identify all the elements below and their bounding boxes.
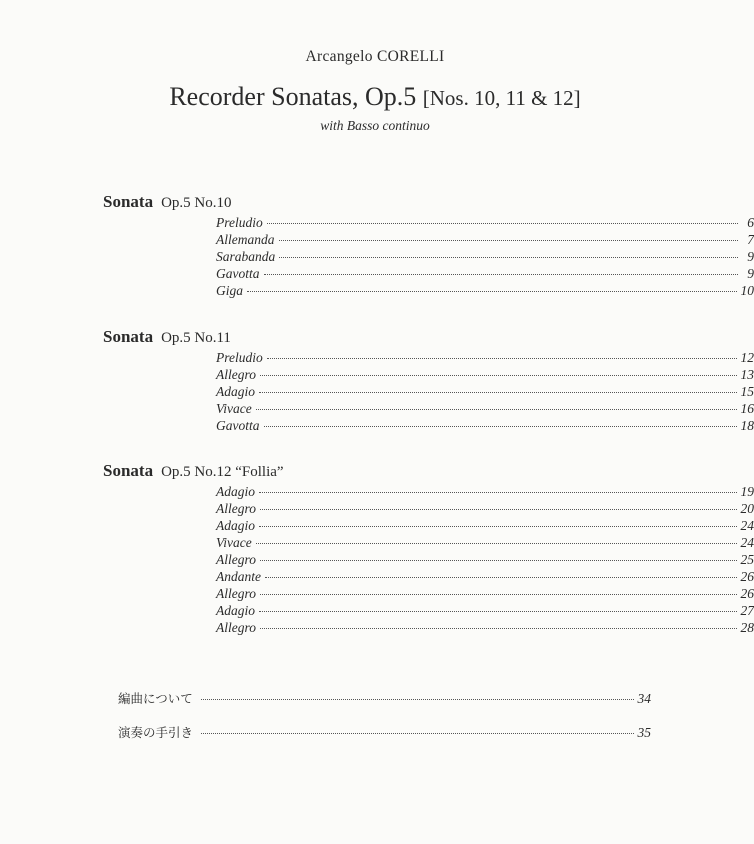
dot-leader <box>260 560 737 561</box>
entry-page: 16 <box>740 401 754 416</box>
entry-page: 27 <box>740 603 754 618</box>
dot-leader <box>201 733 633 734</box>
dot-leader <box>201 699 634 700</box>
section-label: Sonata <box>103 327 154 346</box>
entry-page: 18 <box>740 418 754 433</box>
toc-entry[interactable] <box>216 517 754 534</box>
dot-leader <box>260 375 737 376</box>
dot-leader <box>264 426 737 427</box>
entry-title: Allegro <box>216 620 256 635</box>
toc-entry[interactable] <box>216 248 754 265</box>
toc-entry[interactable] <box>216 500 754 517</box>
dot-leader <box>265 577 737 578</box>
entry-page: 26 <box>740 569 754 584</box>
entry-title: Vivace <box>216 401 252 416</box>
toc-entry[interactable] <box>216 265 754 282</box>
entry-title: Vivace <box>216 535 252 550</box>
entry-page: 12 <box>740 350 754 365</box>
entry-page: 20 <box>740 501 754 516</box>
section-label: Sonata <box>103 461 154 480</box>
entry-title: Giga <box>216 283 243 298</box>
entry-title: Preludio <box>216 215 263 230</box>
dot-leader <box>260 509 737 510</box>
entry-page: 19 <box>740 484 754 499</box>
toc-entry[interactable] <box>216 366 754 383</box>
entry-title: Adagio <box>216 384 255 399</box>
entry-page: 35 <box>637 725 651 740</box>
entry-title: Gavotta <box>216 418 260 433</box>
section-label: Sonata <box>103 192 154 211</box>
entry-title: Sarabanda <box>216 249 276 264</box>
dot-leader <box>267 223 738 224</box>
entry-title: Allegro <box>216 501 256 516</box>
entry-page: 13 <box>740 367 754 382</box>
section-heading <box>103 459 653 483</box>
entry-title: Allemanda <box>216 232 275 247</box>
entry-title: Preludio <box>216 350 263 365</box>
toc-entry[interactable] <box>216 383 754 400</box>
toc-entry[interactable] <box>216 585 754 602</box>
title-numbers: [Nos. 10, 11 & 12] <box>422 86 581 110</box>
entry-title: Andante <box>216 569 261 584</box>
entry-title: 編曲について <box>118 691 193 706</box>
toc-entry[interactable] <box>216 349 754 366</box>
section-opus: Op.5 No.10 <box>161 195 232 211</box>
dot-leader <box>256 543 737 544</box>
section-opus: Op.5 No.12 “Follia” <box>161 464 284 480</box>
dot-leader <box>279 240 739 241</box>
toc-entry[interactable] <box>216 282 754 299</box>
entry-page: 7 <box>747 232 754 247</box>
entry-page: 15 <box>740 384 754 399</box>
toc-entry[interactable] <box>216 551 754 568</box>
toc-entry[interactable] <box>216 568 754 585</box>
toc-entry[interactable] <box>216 619 754 636</box>
dot-leader <box>256 409 737 410</box>
section-heading <box>103 325 653 349</box>
toc-entry[interactable] <box>216 214 754 231</box>
dot-leader <box>259 611 737 612</box>
entry-page: 9 <box>747 249 754 264</box>
section-opus: Op.5 No.11 <box>161 330 231 346</box>
entry-title: Allegro <box>216 367 256 382</box>
entry-page: 9 <box>747 266 754 281</box>
entry-page: 34 <box>637 691 651 706</box>
dot-leader <box>247 291 737 292</box>
dot-leader <box>267 358 737 359</box>
toc-entry-performance-guide[interactable] <box>118 724 651 742</box>
entry-title: Gavotta <box>216 266 260 281</box>
title-main: Recorder Sonatas, Op.5 <box>169 82 417 111</box>
entry-page: 28 <box>740 620 754 635</box>
dot-leader <box>259 526 737 527</box>
toc-section-no11 <box>103 325 754 434</box>
dot-leader <box>259 392 737 393</box>
entry-title: Allegro <box>216 552 256 567</box>
entry-page: 10 <box>740 283 754 298</box>
toc-section-no12 <box>103 459 754 636</box>
entry-page: 24 <box>740 535 754 550</box>
toc-entry[interactable] <box>216 602 754 619</box>
toc-entry[interactable] <box>216 483 754 500</box>
entry-title: Adagio <box>216 603 255 618</box>
dot-leader <box>260 628 737 629</box>
dot-leader <box>264 274 739 275</box>
entry-title: 演奏の手引き <box>118 725 194 740</box>
entry-page: 6 <box>747 215 754 230</box>
dot-leader <box>260 594 737 595</box>
entry-title: Allegro <box>216 586 256 601</box>
toc-entry[interactable] <box>216 231 754 248</box>
entry-title: Adagio <box>216 484 255 499</box>
dot-leader <box>259 492 737 493</box>
page-title <box>0 82 750 112</box>
composer-name: Arcangelo CORELLI <box>305 48 445 65</box>
toc-entry-arrangement-notes[interactable] <box>118 690 651 708</box>
entry-page: 25 <box>740 552 754 567</box>
toc-entry[interactable] <box>216 534 754 551</box>
subtitle: with Basso continuo <box>320 118 430 133</box>
entry-page: 24 <box>740 518 754 533</box>
section-heading <box>103 190 653 214</box>
toc-entry[interactable] <box>216 417 754 434</box>
toc-section-no10 <box>103 190 754 299</box>
entry-title: Adagio <box>216 518 255 533</box>
entry-page: 26 <box>740 586 754 601</box>
dot-leader <box>279 257 738 258</box>
toc-entry[interactable] <box>216 400 754 417</box>
